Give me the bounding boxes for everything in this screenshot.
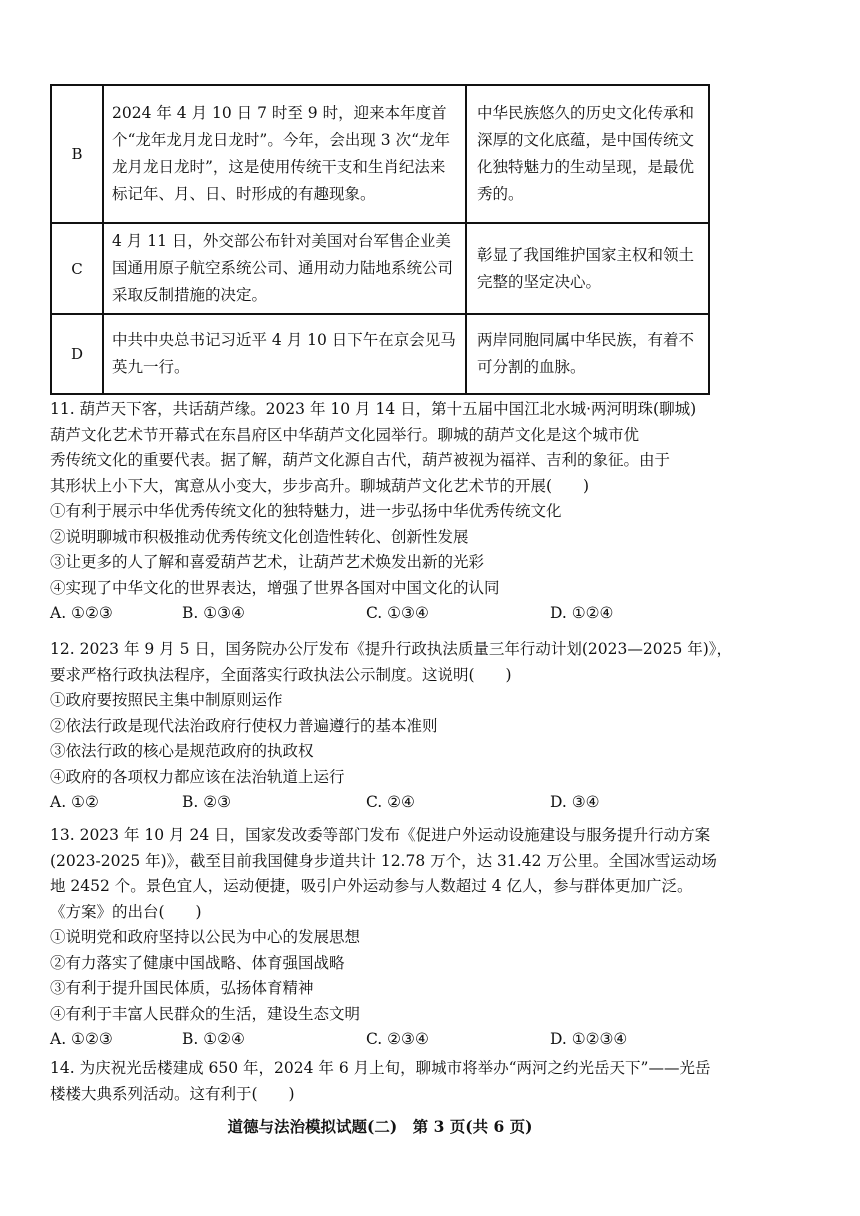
question-stem-line: 要求严格行政执法程序，全面落实行政执法公示制度。这说明( ) [50,665,512,684]
statement-item: ①说明党和政府坚持以公民为中心的发展思想 [50,928,361,946]
choice-d: D. ①②③④ [550,1030,628,1048]
question-stem-line: 14. 为庆祝光岳楼建成 650 年，2024 年 6 月上旬，聊城市将举办“两河之约光岳天下”——光岳 [50,1059,711,1077]
question-stem-line: 其形状上小下大，寓意从小变大，步步高升。聊城葫芦文化艺术节的开展( ) [50,476,590,495]
question-stem-line: 楼楼大典系列活动。这有利于( ) [50,1084,295,1103]
statement-item: ④实现了中华文化的世界表达，增强了世界各国对中国文化的认同 [50,578,500,597]
answer-choices [50,601,710,627]
statement-item: ③依法行政的核心是规范政府的执政权 [50,742,314,760]
analysis-cell: 彰显了我国维护国家主权和领土完整的坚定决心。 [466,223,709,314]
question-13 [50,823,717,1053]
table-row [51,85,709,223]
question-stem-line: 12. 2023 年 9 月 5 日，国务院办公厅发布《提升行政执法质量三年行动计划(2023—2025 年)》， [50,640,733,658]
option-label: C [51,223,103,314]
answer-choices [50,790,710,816]
analysis-cell: 中华民族悠久的历史文化传承和深厚的文化底蕴，是中国传统文化独特魅力的生动呈现，是最优秀的。 [466,85,709,223]
event-cell: 4 月 11 日，外交部公布针对美国对台军售企业美国通用原子航空系统公司、通用动力陆地系统公司采取反制措施的决定。 [103,223,466,314]
question-14 [50,1056,710,1107]
question-stem-line: 秀传统文化的重要代表。据了解，葫芦文化源自古代，葫芦被视为福祥、吉利的象征。由于 [50,451,671,469]
question-stem-line: 《方案》的出台( ) [50,902,202,921]
statement-item: ①政府要按照民主集中制原则运作 [50,691,283,709]
choice-d: D. ①②④ [550,604,614,622]
table-row [51,314,709,394]
choice-b: B. ①③④ [182,604,245,622]
question-10-table [50,84,710,395]
event-cell: 中共中央总书记习近平 4 月 10 日下午在京会见马英九一行。 [103,314,466,394]
statement-item: ③有利于提升国民体质，弘扬体育精神 [50,979,314,997]
statement-item: ④有利于丰富人民群众的生活，建设生态文明 [50,1004,361,1023]
analysis-cell: 两岸同胞同属中华民族，有着不可分割的血脉。 [466,314,709,394]
question-stem-line: 11. 葫芦天下客，共话葫芦缘。2023 年 10 月 14 日，第十五届中国江北水城·两河明珠(聊城) [50,400,697,418]
question-stem-line: 葫芦文化艺术节开幕式在东昌府区中华葫芦文化园举行。聊城的葫芦文化是这个城市优 [50,425,640,444]
statement-item: ③让更多的人了解和喜爱葫芦艺术，让葫芦艺术焕发出新的光彩 [50,553,485,571]
statement-item: ②有力落实了健康中国战略、体育强国战略 [50,953,345,972]
statement-item: ④政府的各项权力都应该在法治轨道上运行 [50,767,345,786]
page-footer: 道德与法治模拟试题(二) 第 3 页(共 6 页) [227,1117,533,1136]
option-label: B [51,85,103,223]
question-stem-line: 地 2452 个。景色宜人，运动便捷，吸引户外运动参与人数超过 4 亿人，参与群体更加广泛。 [50,877,693,895]
table-row [51,223,709,314]
question-stem-line: 13. 2023 年 10 月 24 日，国家发改委等部门发布《促进户外运动设施建设与服务提升行动方案 [50,826,711,844]
choice-d: D. ③④ [550,793,600,811]
choice-b: B. ①②④ [182,1030,245,1048]
choice-c: C. ②③④ [366,1030,429,1048]
event-cell: 2024 年 4 月 10 日 7 时至 9 时，迎来本年度首个“龙年龙月龙日龙时”。今年，会出现 3 次“龙年龙月龙日龙时”，这是使用传统干支和生肖纪法来标记年、月、日、时形成的有趣现象。 [103,85,466,223]
choice-c: C. ①③④ [366,604,429,622]
question-12 [50,637,733,816]
choice-a: A. ①②③ [50,1030,113,1048]
choice-a: A. ①②③ [50,604,113,622]
question-stem-line: (2023-2025 年)》，截至目前我国健身步道共计 12.78 万个，达 31.42 万公里。全国冰雪运动场 [50,851,717,870]
statement-item: ①有利于展示中华优秀传统文化的独特魅力，进一步弘扬中华优秀传统文化 [50,502,562,520]
statement-item: ②依法行政是现代法治政府行使权力普遍遵行的基本准则 [50,716,438,735]
answer-choices [50,1027,710,1053]
option-label: D [51,314,103,394]
choice-b: B. ②③ [182,793,232,811]
statement-item: ②说明聊城市积极推动优秀传统文化创造性转化、创新性发展 [50,527,469,546]
choice-c: C. ②④ [366,793,415,811]
choice-a: A. ①② [50,793,99,811]
question-11 [50,397,710,627]
